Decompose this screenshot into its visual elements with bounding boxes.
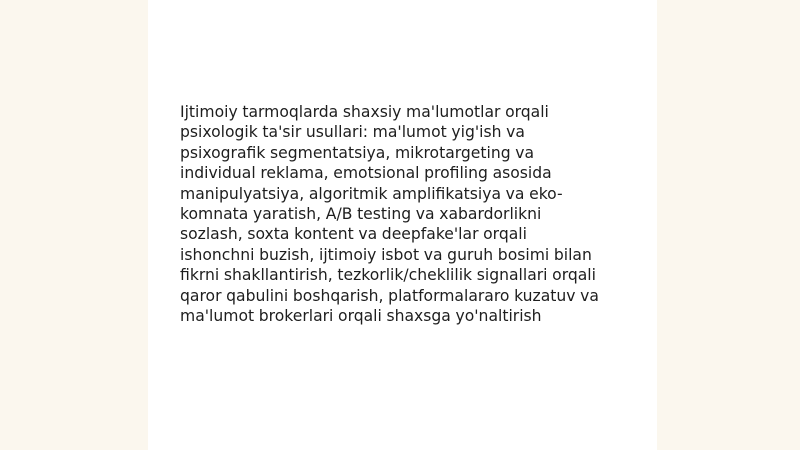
document-body-text: Ijtimoiy tarmoqlarda shaxsiy ma'lumotlar orqali psixologik ta'sir usullari: ma'lumot yig'ish va psixografik segmentatsiya, mikrotargeting va individual reklama, emotsional profiling asosida manipulyatsiya, algoritmik amplifikatsiya va eko- komnata yaratish, A/B testing va xabardorlikni sozlash, soxta kontent va deepfake'lar orqali ishonchni buzish, ijtimoiy isbot va guruh bosimi bilan fikrni shakllantirish, tezkorlik/cheklilik signallari orqali qaror qabulini boshqarish, platformalararo kuzatuv va ma'lumot brokerlari orqali shaxsga yo'naltirish bbox=[180, 103, 599, 326]
document-page bbox=[148, 0, 657, 450]
